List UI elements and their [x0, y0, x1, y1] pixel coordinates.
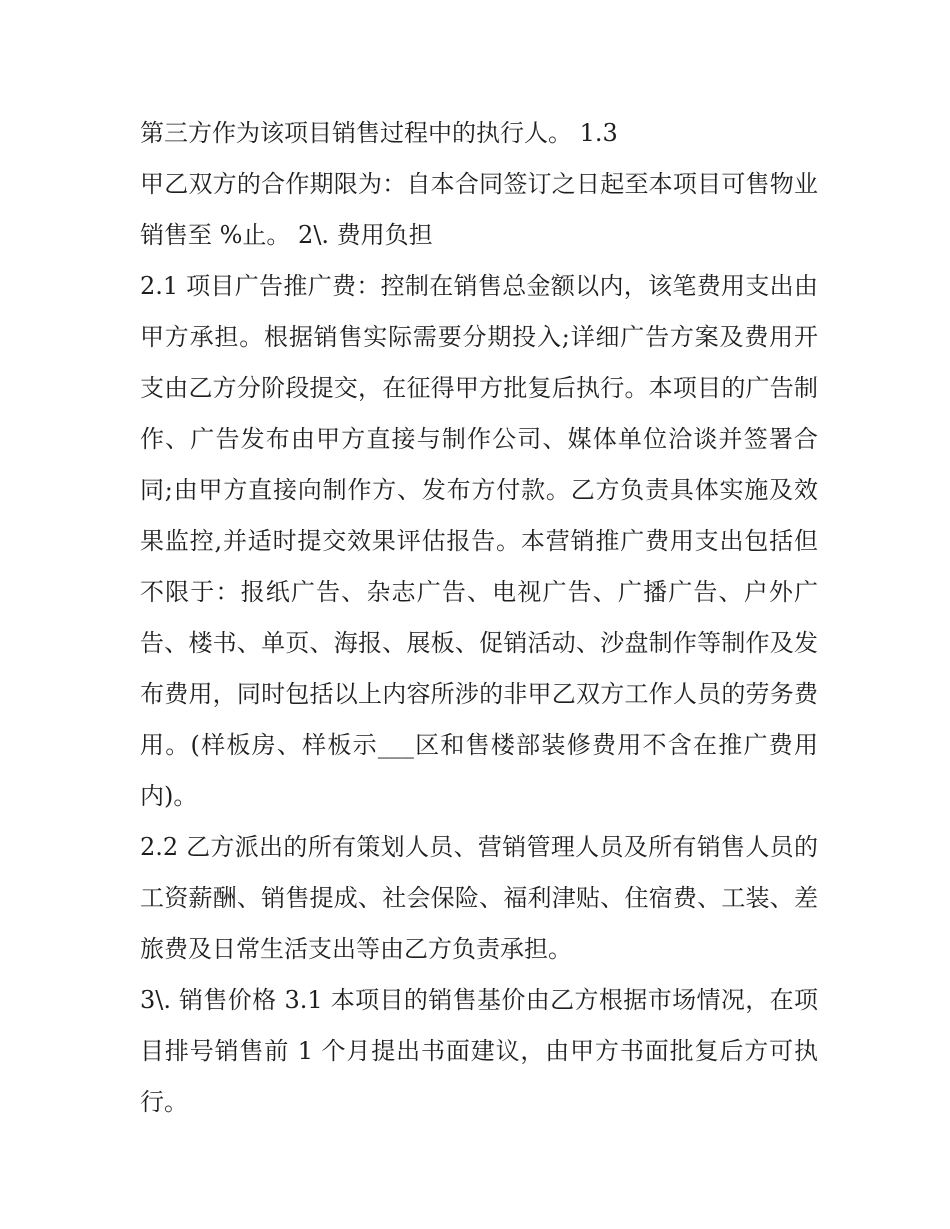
paragraph-4: 2.2 乙方派出的所有策划人员、营销管理人员及所有销售人员的工资薪酬、销售提成、社会保险、福利津贴、住宿费、工装、差旅费及日常生活支出等由乙方负责承担。 — [140, 833, 818, 963]
paragraph-3: 2.1 项目广告推广费：控制在销售总金额以内，该笔费用支出由甲方承担。根据销售实际需要分期投入;详细广告方案及费用开支由乙方分阶段提交，在征得甲方批复后执行。本项目的广告制作、广告发布由甲方直接与制作公司、媒体单位洽谈并签署合同;由甲方直接向制作方、发布方付款。乙方负责具体实施及效果监控,并适时提交效果评估报告。本营销推广费用支出包括但不限于：报纸广告、杂志广告、电视广告、广播广告、户外广告、楼书、单页、海报、展板、促销活动、沙盘制作等制作及发布费用，同时包括以上内容所涉的非甲乙双方工作人员的劳务费用。(样板房、样板示___区和售楼部装修费用不含在推广费用内)。 — [140, 272, 818, 810]
paragraph-2: 甲乙双方的合作期限为：自本合同签订之日起至本项目可售物业销售至 %止。 2\. 费用负担 — [140, 170, 818, 249]
paragraph-5: 3\. 销售价格 3.1 本项目的销售基价由乙方根据市场情况，在项目排号销售前 1 个月提出书面建议，由甲方书面批复后方可执行。 — [140, 986, 818, 1116]
paragraph-1: 第三方作为该项目销售过程中的执行人。 1.3 — [140, 119, 618, 147]
document-body — [140, 108, 818, 1128]
